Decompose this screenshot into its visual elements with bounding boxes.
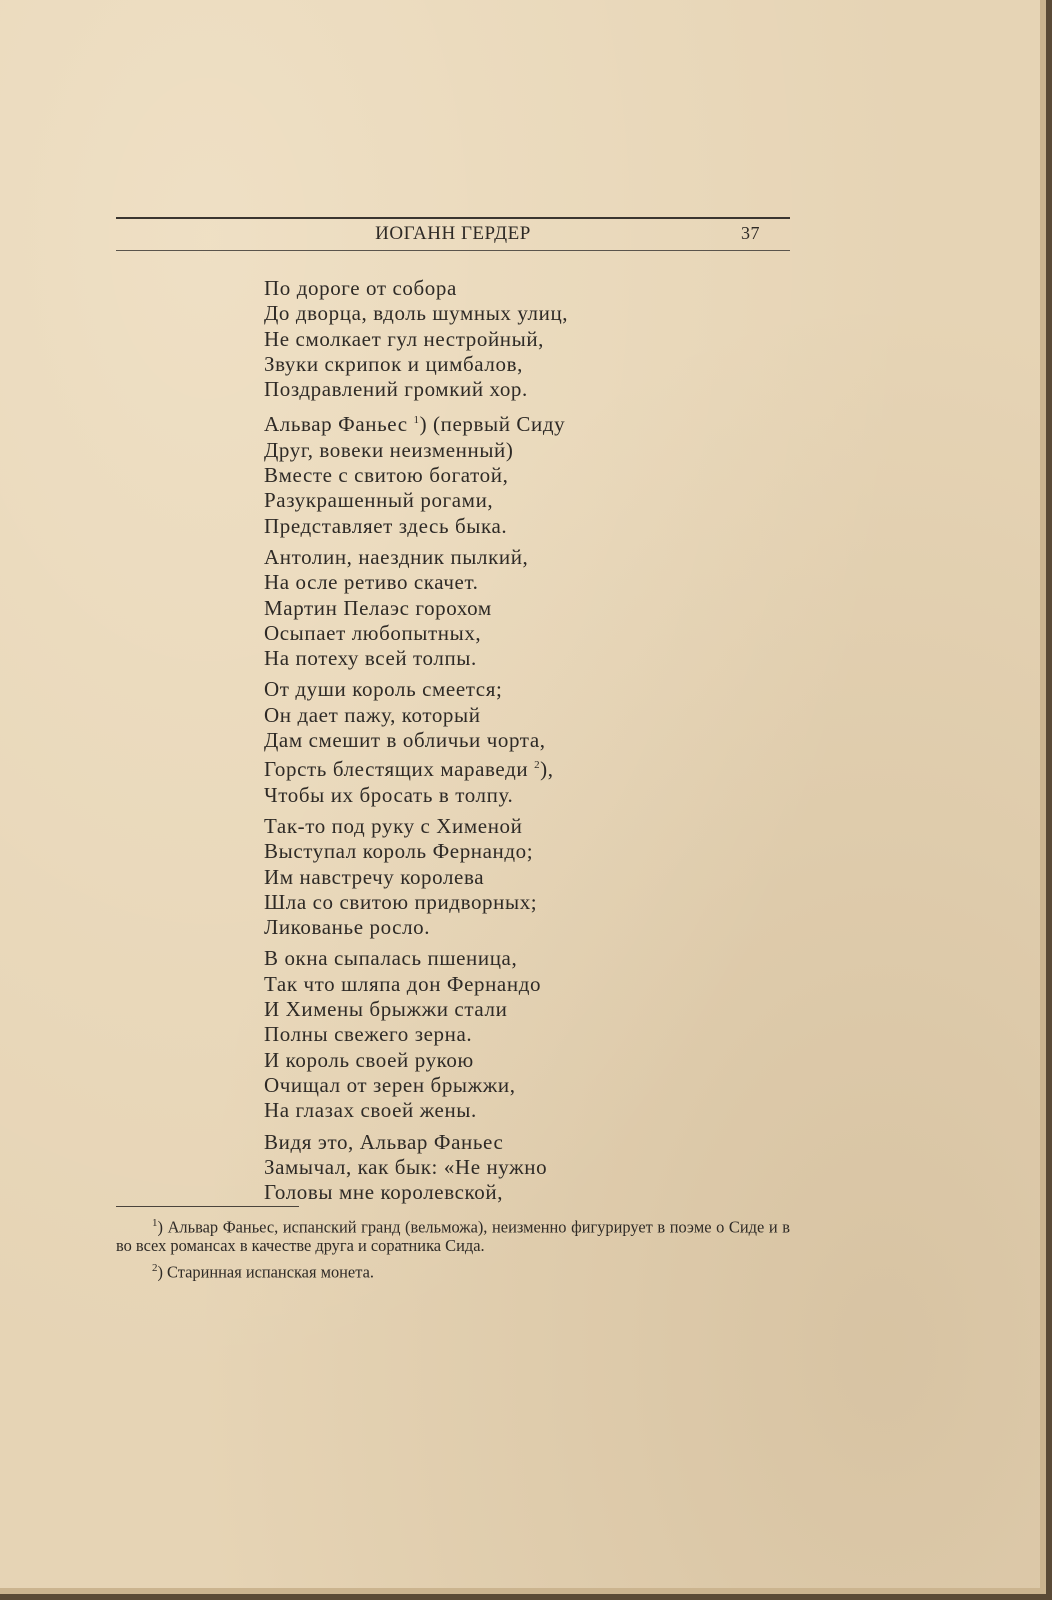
stanza-5	[264, 814, 664, 940]
footnote-text: ) Старинная испанская монета.	[157, 1262, 374, 1282]
poem-line: Шла со свитою придворных;	[264, 889, 538, 914]
poem-line: Чтобы их бросать в толпу.	[264, 782, 514, 807]
poem-line: Звуки скрипок и цимбалов,	[264, 351, 523, 376]
poem-line: Он дает пажу, который	[264, 702, 481, 727]
poem-line: Замычал, как бык: «Не нужно	[264, 1154, 548, 1179]
poem-line: Осыпает любопытных,	[264, 620, 482, 645]
poem-line: Выступал король Фернандо;	[264, 839, 534, 864]
poem	[264, 276, 664, 1211]
poem-line-text: ),	[540, 757, 554, 782]
poem-line: Им навстречу королева	[264, 864, 485, 889]
footnotes	[116, 1214, 790, 1286]
page-number: 37	[741, 223, 760, 243]
poem-line: Мартин Пелаэс горохом	[264, 595, 492, 620]
poem-line: Полны свежего зерна.	[264, 1022, 473, 1047]
poem-line: Очищал от зерен брыжжи,	[264, 1072, 516, 1097]
stanza-7	[264, 1130, 664, 1206]
stanza-3	[264, 545, 664, 671]
poem-line	[264, 408, 664, 437]
poem-line: На осле ретиво скачет.	[264, 570, 479, 595]
poem-line: От души король смеется;	[264, 677, 503, 702]
poem-line-text: Альвар Фаньес	[264, 412, 408, 437]
footnote-ref-1: 1	[413, 414, 420, 427]
poem-line: И король своей рукою	[264, 1047, 474, 1072]
poem-line: Антолин, наездник пылкий,	[264, 544, 529, 569]
poem-line: Разукрашенный рогами,	[264, 488, 494, 513]
footnote-text: ) Альвар Фаньес, испанский гранд (вельможа), неизменно фигурирует в поэме о Сиде и в во всех романсах в качестве друга и соратника Сида.	[116, 1217, 790, 1256]
poem-line: И Химены брыжжи стали	[264, 997, 508, 1022]
poem-line: Так что шляпа дон Фернандо	[264, 971, 542, 996]
poem-line: Не смолкает гул нестройный,	[264, 326, 545, 351]
stanza-4	[264, 677, 664, 807]
poem-line: Представляет здесь быка.	[264, 513, 508, 538]
poem-line: В окна сыпалась пшеница,	[264, 946, 518, 971]
footnote-ref-2: 2	[534, 759, 541, 772]
poem-line: По дороге от собора	[264, 276, 457, 300]
poem-line: Видя это, Альвар Фаньес	[264, 1129, 504, 1154]
poem-line: Вместе с свитою богатой,	[264, 463, 509, 488]
poem-line-text: ) (первый Сиду	[419, 412, 566, 437]
poem-line: До дворца, вдоль шумных улиц,	[264, 301, 569, 326]
running-head	[116, 223, 790, 249]
footnote-rule	[116, 1206, 299, 1207]
poem-line: Друг, вовеки неизменный)	[264, 437, 514, 462]
running-title: ИОГАНН ГЕРДЕР	[375, 223, 531, 244]
footnote-mark: 1	[152, 1217, 158, 1229]
poem-line: Ликованье росло.	[264, 915, 431, 940]
footnote-mark: 2	[152, 1262, 158, 1275]
poem-line: Так-то под руку с Хименой	[264, 813, 523, 838]
header-rule-bottom	[116, 250, 790, 251]
poem-line	[264, 753, 664, 782]
footnote-2	[116, 1259, 790, 1281]
stanza-6	[264, 946, 664, 1123]
poem-line-text: Горсть блестящих мараведи	[264, 757, 529, 782]
stanza-1	[264, 276, 664, 402]
poem-line: На потеху всей толпы.	[264, 646, 477, 671]
poem-line: Дам смешит в обличьи чорта,	[264, 728, 546, 753]
header-rule-top	[116, 217, 790, 219]
poem-line: Головы мне королевской,	[264, 1180, 504, 1205]
poem-line: Поздравлений громкий хор.	[264, 377, 528, 402]
poem-line: На глазах своей жены.	[264, 1098, 477, 1123]
footnote-1	[116, 1214, 790, 1255]
stanza-2	[264, 408, 664, 538]
